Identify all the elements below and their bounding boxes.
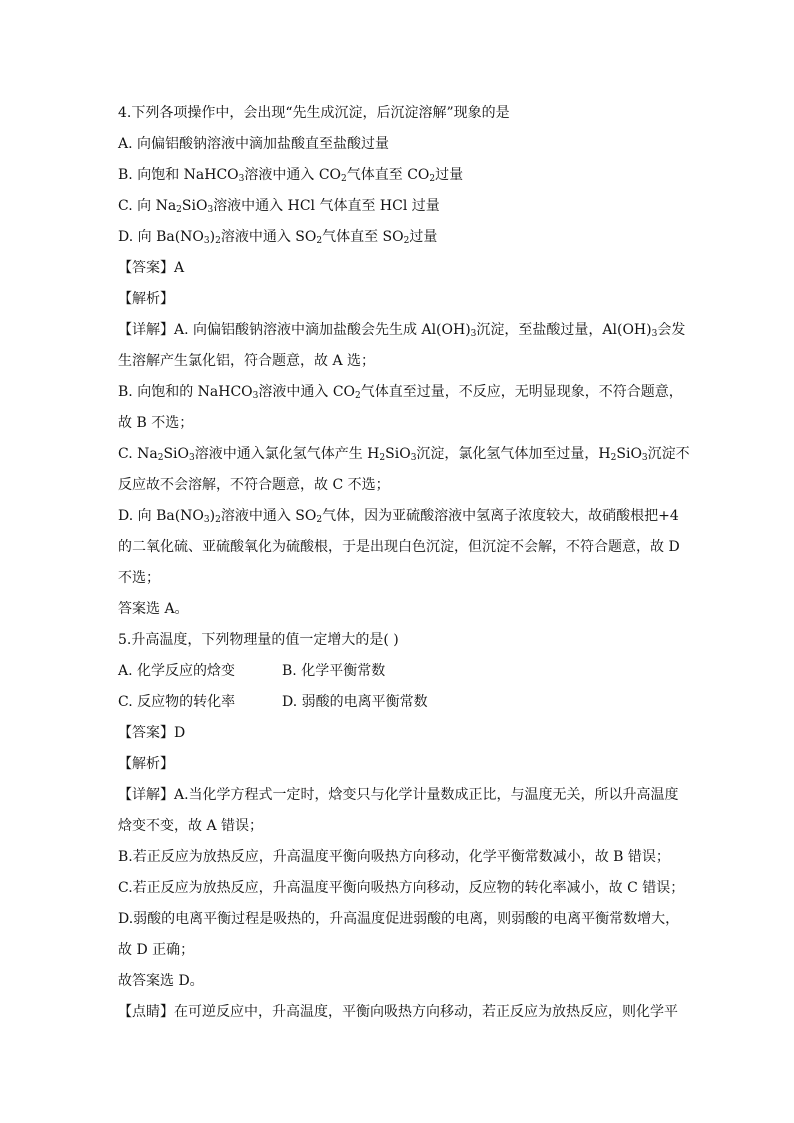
q4-analysis-label: 【解析】 [118, 291, 174, 307]
q4-answer: 【答案】A [118, 260, 185, 276]
q4-option-b: B. 向饱和 NaHCO$_3$溶液中通入 $CO_2$气体直至 $CO_2$过量 [118, 167, 464, 184]
q5-detail-line: D.弱酸的电离平衡过程是吸热的，升高温度促进弱酸的电离，则弱酸的电离平衡常数增大， [118, 911, 680, 927]
q4-detail-line: 生溶解产生氯化铝，符合题意，故 A 选； [118, 353, 376, 369]
q4-detail-line: B. 向饱和的 NaHCO$_3$溶液中通入 $CO_2$气体直至过量，不反应，无明显现象，不符合题意， [118, 384, 683, 401]
q4-option-d: D. 向 $Ba(NO_3)_2$溶液中通入 $SO_2$气体直至 $SO_2$过量 [118, 229, 438, 246]
q4-detail-line: 故 B 不选； [118, 415, 194, 431]
q5-detail-line: B.若正反应为放热反应，升高温度平衡向吸热方向移动，化学平衡常数减小，故 B 错误； [118, 849, 670, 865]
q5-options-row-2 [118, 693, 678, 711]
q5-comment: 【点睛】在可逆反应中，升高温度，平衡向吸热方向移动，若正反应为放热反应，则化学平 [118, 1004, 678, 1020]
q5-options-row-1 [118, 662, 678, 680]
q5-detail-line: C.若正反应为放热反应，升高温度平衡向吸热方向移动，反应物的转化率减小，故 C 错误； [118, 880, 685, 896]
q5-detail-line: 故 D 正确； [118, 942, 195, 958]
q5-stem: 5.升高温度，下列物理量的值一定增大的是( ) [118, 632, 399, 648]
q4-option-c: C. 向 $Na_2SiO_3$溶液中通入 HCl 气体直至 HCl 过量 [118, 198, 440, 215]
q4-conclusion: 答案选 A。 [118, 601, 189, 617]
q4-detail-line: 不选； [118, 570, 160, 586]
q5-detail-line: 焓变不变，故 A 错误； [118, 818, 264, 834]
q5-option-a: A. 化学反应的焓变 [118, 663, 236, 679]
q5-conclusion: 故答案选 D。 [118, 973, 204, 989]
q4-detail-line: 反应故不会溶解，不符合题意，故 C 不选； [118, 477, 390, 493]
q4-detail-line: C. $Na_2SiO_3$溶液中通入氯化氢气体产生 $H_2SiO_3$沉淀，氯化氢气体加至过量，$H_2SiO_3$沉淀不 [118, 446, 690, 463]
q5-analysis-label: 【解析】 [118, 756, 174, 772]
q5-answer: 【答案】D [118, 725, 186, 741]
q5-detail-line: 【详解】A.当化学方程式一定时，焓变只与化学计量数成正比，与温度无关，所以升高温度 [118, 787, 679, 803]
q4-stem: 4.下列各项操作中，会出现“先生成沉淀，后沉淀溶解”现象的是 [118, 105, 510, 121]
q4-option-a: A. 向偏铝酸钠溶液中滴加盐酸直至盐酸过量 [118, 136, 390, 152]
q4-detail-line: 的二氧化硫、亚硫酸氧化为硫酸根，于是出现白色沉淀，但沉淀不会解，不符合题意，故 D [118, 539, 680, 555]
q5-option-b: B. 化学平衡常数 [282, 663, 386, 679]
q4-detail-line: D. 向 $Ba(NO_3)_2$溶液中通入 $SO_2$气体，因为亚硫酸溶液中氢离子浓度较大，故硝酸根把+4 [118, 508, 679, 525]
q4-detail-line: 【详解】A. 向偏铝酸钠溶液中滴加盐酸会先生成 $Al(OH)_3$沉淀，至盐酸过量，$Al(OH)_3$会发 [118, 322, 686, 339]
q5-option-d: D. 弱酸的电离平衡常数 [282, 694, 428, 710]
q5-option-c: C. 反应物的转化率 [118, 694, 236, 710]
